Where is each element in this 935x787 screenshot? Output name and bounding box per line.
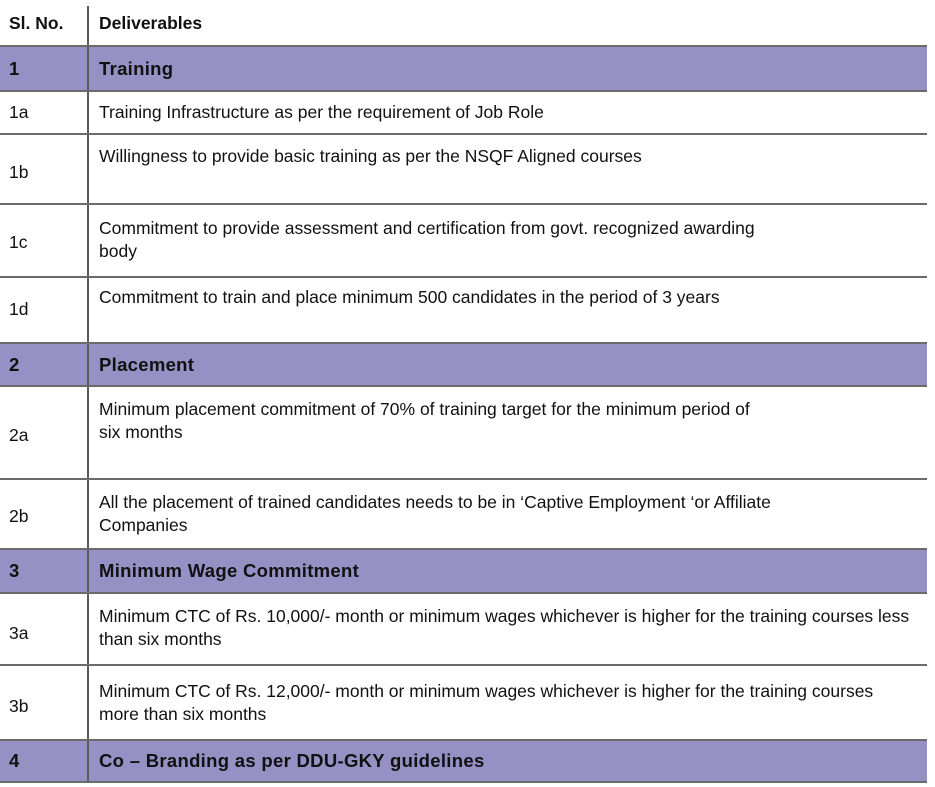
row-number: 3b bbox=[9, 696, 29, 716]
row-divider bbox=[0, 133, 927, 135]
row-deliverable: Commitment to train and place minimum 500 candidates in the period of 3 years bbox=[99, 287, 720, 307]
row-deliverable: Minimum CTC of Rs. 12,000/- month or minimum wages whichever is higher for the training courses more than six months bbox=[99, 681, 874, 724]
row-divider bbox=[0, 592, 927, 594]
row-divider bbox=[0, 664, 927, 666]
row-deliverable: All the placement of trained candidates needs to be in ‘Captive Employment ‘or Affiliate Companies bbox=[99, 492, 771, 535]
section-row-co-branding bbox=[0, 740, 927, 782]
row-deliverable: Minimum placement commitment of 70% of training target for the minimum period of six months bbox=[99, 399, 750, 442]
section-title: Co – Branding as per DDU-GKY guidelines bbox=[99, 750, 485, 771]
row-divider bbox=[0, 478, 927, 480]
row-deliverable: Minimum CTC of Rs. 10,000/- month or minimum wages whichever is higher for the training courses less than six months bbox=[99, 606, 910, 649]
row-number: 2a bbox=[9, 425, 29, 445]
table-row bbox=[0, 386, 927, 479]
row-number: 1 bbox=[9, 57, 20, 79]
table-row bbox=[0, 665, 927, 740]
row-divider bbox=[0, 90, 927, 92]
row-divider bbox=[0, 548, 927, 550]
row-number: 3a bbox=[9, 623, 29, 643]
table-row bbox=[0, 134, 927, 204]
row-divider bbox=[0, 342, 927, 344]
row-divider bbox=[0, 45, 927, 47]
header-deliverables: Deliverables bbox=[99, 12, 203, 33]
row-number: 1c bbox=[9, 232, 28, 252]
row-number: 2 bbox=[9, 353, 20, 375]
row-divider bbox=[0, 276, 927, 278]
header-sl-no: Sl. No. bbox=[9, 12, 64, 33]
table-row bbox=[0, 277, 927, 343]
row-number: 2b bbox=[9, 506, 29, 526]
row-deliverable: Training Infrastructure as per the requirement of Job Role bbox=[99, 102, 544, 122]
table-row bbox=[0, 593, 927, 665]
row-deliverable: Commitment to provide assessment and certification from govt. recognized awarding body bbox=[99, 218, 755, 261]
section-row-training bbox=[0, 46, 927, 91]
row-number: 3 bbox=[9, 560, 20, 581]
row-divider bbox=[0, 781, 927, 783]
row-number: 1a bbox=[9, 102, 29, 122]
table-row bbox=[0, 479, 927, 549]
table-row bbox=[0, 204, 927, 277]
row-number: 4 bbox=[9, 750, 20, 771]
section-row-minimum-wage bbox=[0, 549, 927, 593]
row-divider bbox=[0, 203, 927, 205]
table-row bbox=[0, 91, 927, 134]
row-number: 1d bbox=[9, 299, 29, 319]
row-divider bbox=[0, 385, 927, 387]
row-divider bbox=[0, 739, 927, 741]
section-title: Minimum Wage Commitment bbox=[99, 560, 360, 581]
section-row-placement bbox=[0, 343, 927, 386]
section-title: Placement bbox=[99, 353, 195, 375]
row-deliverable: Willingness to provide basic training as per the NSQF Aligned courses bbox=[99, 146, 642, 166]
table-header-row bbox=[0, 0, 927, 46]
row-number: 1b bbox=[9, 162, 29, 182]
section-title: Training bbox=[99, 57, 174, 79]
